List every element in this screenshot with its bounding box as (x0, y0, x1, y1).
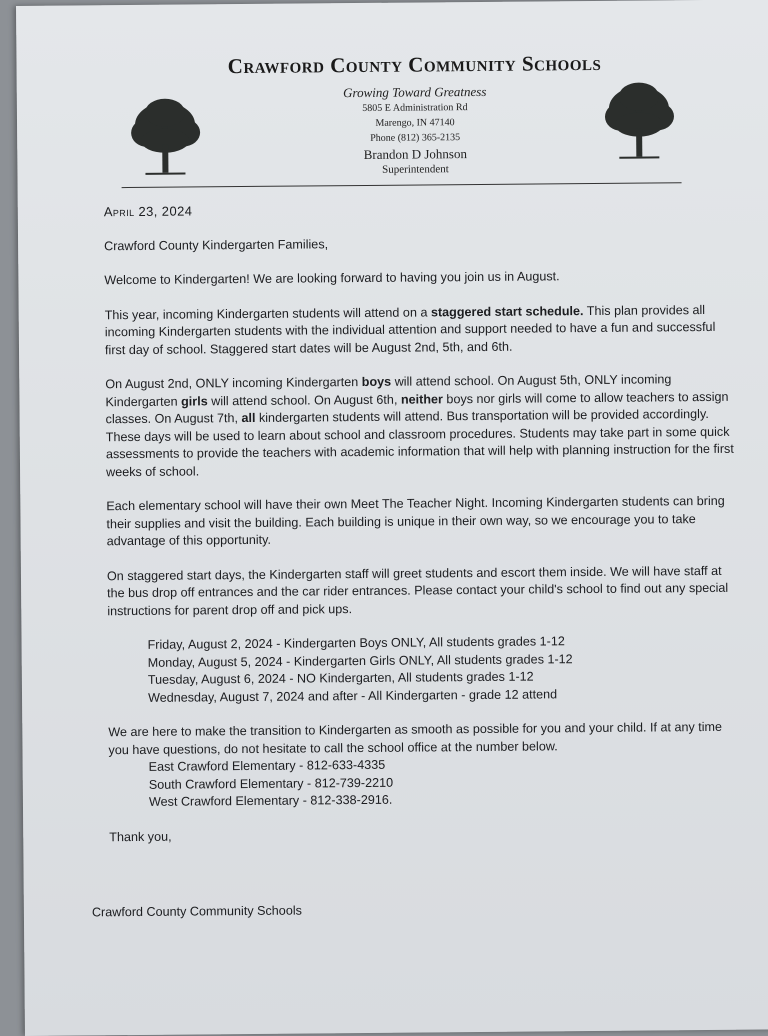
letter-closing: Thank you, (109, 829, 172, 844)
letterhead-address-line1: 5805 E Administration Rd (362, 102, 468, 114)
text-run: boys nor girls will come to allow teachers to assign classes. On August 7th, (105, 389, 729, 427)
letterhead-details (17, 81, 768, 180)
letter-body (104, 198, 740, 846)
paragraph-meet-the-teacher: Each elementary school will have their own Meet The Teacher Night. Incoming Kindergarten students can bring their supplies and visit the building. Each building is unique in their own way, so we encourage you to take advantage of this opportunity. (106, 493, 725, 549)
bold-run: girls (181, 393, 208, 409)
letterhead-person-title: Superintendent (382, 163, 449, 176)
text-run: will attend school. On August 5th, ONLY incoming Kindergarten (105, 372, 672, 409)
schedule-item: Tuesday, August 6, 2024 - NO Kindergarten, All students grades 1-12 (147, 669, 534, 687)
paragraph-transition: We are here to make the transition to Kindergarten as smooth as possible for you and your child. If at any time you have questions, do not hesitate to call the school office at the number below. (108, 719, 723, 757)
letterhead-phone: Phone (812) 365-2135 (370, 132, 461, 144)
letterhead-motto: Growing Toward Greatness (343, 83, 487, 101)
paragraph-attendance-days (105, 371, 736, 481)
contact-item: South Crawford Elementary - 812-739-2210 (148, 775, 394, 792)
letter-welcome: Welcome to Kindergarten! We are looking forward to having you join us in August. (104, 269, 560, 288)
text-run: On August 2nd, ONLY incoming Kindergarten (105, 374, 362, 392)
paragraph-staggered-start (105, 301, 735, 359)
schedule-list (108, 632, 739, 707)
contact-list (109, 754, 739, 812)
letterhead-person: Brandon D Johnson (363, 146, 468, 162)
schedule-item: Wednesday, August 7, 2024 and after - All Kindergarten - grade 12 attend (147, 686, 558, 705)
letterhead-divider (122, 182, 682, 188)
schedule-item: Monday, August 5, 2024 - Kindergarten Girls ONLY, All students grades 1-12 (147, 651, 573, 670)
letter-date: April 23, 2024 (103, 203, 193, 220)
bold-run: neither (400, 391, 443, 407)
letterhead-address-line2: Marengo, IN 47140 (375, 117, 455, 129)
text-run: kindergarten students will attend. Bus transportation will be provided accordingly. These days will be used to learn about school and classroom procedures. Students may take part in some quick assessments to provide the teachers with academic information that will help with planning instruction for the first weeks of school. (105, 406, 734, 479)
text-run: This plan provides all incoming Kindergarten students with the individual attention and support needed to have a fun and successful first day of school. Staggered start dates will be August 2nd, 5th, and 6th. (104, 302, 716, 357)
bold-run: all (241, 410, 256, 426)
letter-salutation: Crawford County Kindergarten Families, (104, 236, 329, 253)
letter-page (16, 0, 768, 1036)
bold-run: staggered start schedule. (430, 303, 584, 319)
text-run: will attend school. On August 6th, (207, 392, 401, 408)
letter-signature: Crawford County Community Schools (91, 903, 302, 920)
paragraph-staff-greeting: On staggered start days, the Kindergarten staff will greet students and escort them inside. We will have staff at the bus drop off entrances and the car rider entrances. Please contact your child's school to find out any special instructions for parent drop off and pick ups. (106, 563, 729, 618)
contact-item: West Crawford Elementary - 812-338-2916. (148, 792, 393, 809)
schedule-item: Friday, August 2, 2024 - Kindergarten Boys ONLY, All students grades 1-12 (147, 634, 565, 652)
contact-item: East Crawford Elementary - 812-633-4335 (148, 757, 386, 774)
letterhead-org-name: Crawford County Community Schools (227, 50, 602, 79)
bold-run: boys (361, 374, 392, 389)
text-run: This year, incoming Kindergarten students will attend on a (104, 304, 431, 322)
